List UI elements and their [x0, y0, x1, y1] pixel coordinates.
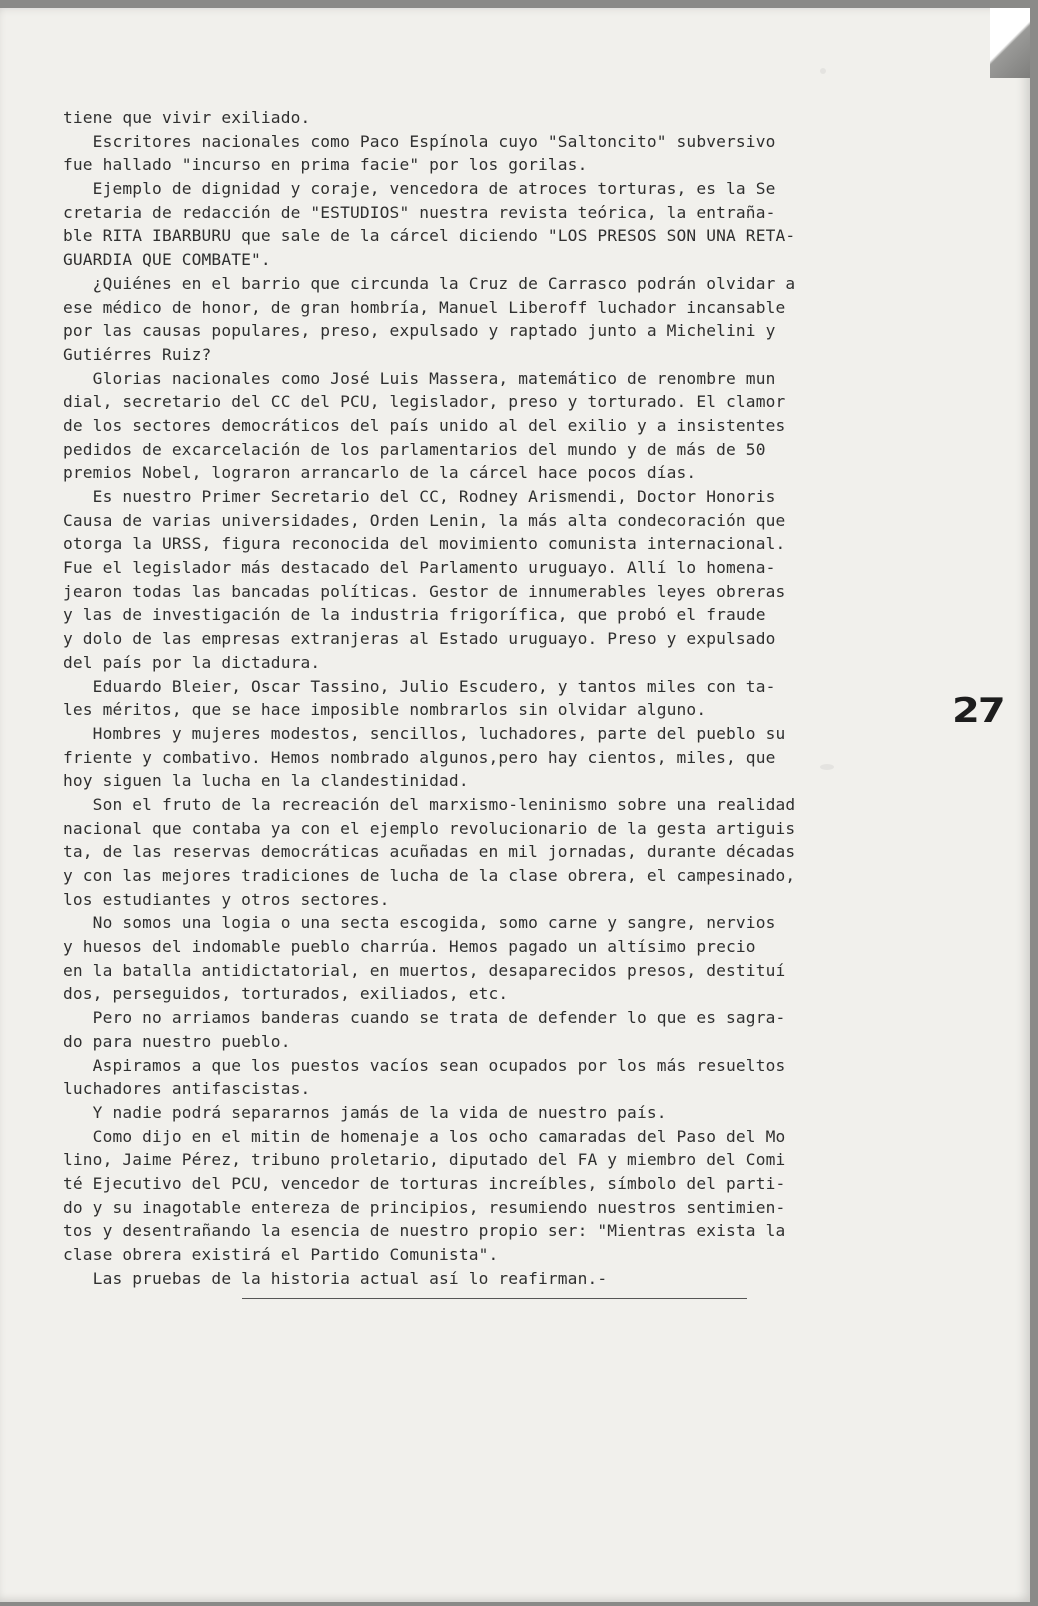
text-line: dos, perseguidos, torturados, exiliados, etc.: [63, 984, 509, 1004]
text-line: de los sectores democráticos del país unido al del exilio y a insistentes: [63, 415, 786, 435]
text-line: por las causas populares, preso, expulsado y raptado junto a Michelini y: [63, 321, 776, 341]
text-line: los estudiantes y otros sectores.: [63, 889, 390, 909]
text-line: ¿Quiénes en el barrio que circunda la Cruz de Carrasco podrán olvidar a: [63, 273, 796, 293]
document-page: [0, 8, 1030, 1602]
text-line: pedidos de excarcelación de los parlamentarios del mundo y de más de 50: [63, 439, 766, 459]
text-line: té Ejecutivo del PCU, vencedor de torturas increíbles, símbolo del parti-: [63, 1173, 786, 1193]
text-line: Escritores nacionales como Paco Espínola cuyo "Saltoncito" subversivo: [63, 131, 776, 151]
text-line: dial, secretario del CC del PCU, legislador, preso y torturado. El clamor: [63, 392, 786, 412]
text-line: y dolo de las empresas extranjeras al Estado uruguayo. Preso y expulsado: [63, 629, 776, 649]
text-line: luchadores antifascistas.: [63, 1079, 311, 1099]
text-line: Aspiramos a que los puestos vacíos sean ocupados por los más resueltos: [63, 1055, 786, 1075]
text-line: Es nuestro Primer Secretario del CC, Rodney Arismendi, Doctor Honoris: [63, 487, 776, 506]
text-line: les méritos, que se hace imposible nombrarlos sin olvidar alguno.: [63, 700, 707, 720]
end-rule: [242, 1298, 747, 1299]
paper-smudge: [820, 68, 826, 74]
text-line: do para nuestro pueblo.: [63, 1031, 291, 1051]
text-line: ta, de las reservas democráticas acuñadas en mil jornadas, durante décadas: [63, 842, 796, 862]
text-line: y las de investigación de la industria frigorífica, que probó el fraude: [63, 605, 766, 625]
text-line: y huesos del indomable pueblo charrúa. Hemos pagado un altísimo precio: [63, 937, 756, 957]
text-line: GUARDIA QUE COMBATE".: [63, 250, 271, 270]
text-line: Eduardo Bleier, Oscar Tassino, Julio Escudero, y tantos miles con ta-: [63, 676, 776, 696]
text-line: Gutiérres Ruiz?: [63, 344, 212, 364]
text-line: Pero no arriamos banderas cuando se trata de defender lo que es sagra-: [63, 1008, 786, 1028]
text-line: Como dijo en el mitin de homenaje a los ocho camaradas del Paso del Mo: [63, 1126, 786, 1146]
text-line: do y su inagotable entereza de principios, resumiendo nuestros sentimien-: [63, 1197, 786, 1217]
text-line: ese médico de honor, de gran hombría, Manuel Liberoff luchador incansable: [63, 297, 786, 317]
text-line: clase obrera existirá el Partido Comunista".: [63, 1245, 499, 1264]
text-line: Son el fruto de la recreación del marxismo-leninismo sobre una realidad: [63, 794, 796, 814]
text-line: hoy siguen la lucha en la clandestinidad.: [63, 771, 469, 791]
text-line: lino, Jaime Pérez, tribuno proletario, diputado del FA y miembro del Comi: [63, 1150, 786, 1170]
text-line: friente y combativo. Hemos nombrado algunos,pero hay cientos, miles, que: [63, 747, 776, 767]
text-line: Y nadie podrá separarnos jamás de la vida de nuestro país.: [63, 1102, 667, 1122]
text-line: tiene que vivir exiliado.: [63, 108, 311, 127]
text-line: otorga la URSS, figura reconocida del movimiento comunista internacional.: [63, 534, 786, 554]
text-line: Glorias nacionales como José Luis Massera, matemático de renombre mun: [63, 368, 776, 388]
text-line: en la batalla antidictatorial, en muertos, desaparecidos presos, destituí: [63, 960, 786, 980]
text-line: Hombres y mujeres modestos, sencillos, luchadores, parte del pueblo su: [63, 723, 786, 743]
page-body: [63, 106, 943, 1290]
text-line: jearon todas las bancadas políticas. Gestor de innumerables leyes obreras: [63, 581, 786, 601]
text-line: No somos una logia o una secta escogida, somo carne y sangre, nervios: [63, 913, 776, 933]
text-line: cretaria de redacción de "ESTUDIOS" nuestra revista teórica, la entraña-: [63, 202, 776, 222]
text-line: Fue el legislador más destacado del Parlamento uruguayo. Allí lo homena-: [63, 558, 776, 578]
text-line: fue hallado "incurso en prima facie" por los gorilas.: [63, 155, 588, 175]
text-line: ble RITA IBARBURU que sale de la cárcel diciendo "LOS PRESOS SON UNA RETA-: [63, 226, 796, 246]
text-line: premios Nobel, lograron arrancarlo de la cárcel hace pocos días.: [63, 463, 697, 483]
text-line: del país por la dictadura.: [63, 652, 321, 672]
text-line: Causa de varias universidades, Orden Lenin, la más alta condecoración que: [63, 510, 786, 530]
text-line: nacional que contaba ya con el ejemplo revolucionario de la gesta artiguis: [63, 818, 796, 838]
text-line: y con las mejores tradiciones de lucha de la clase obrera, el campesinado,: [63, 866, 796, 885]
text-line: Las pruebas de la historia actual así lo reafirman.-: [63, 1268, 608, 1288]
folded-corner: [990, 8, 1030, 78]
text-line: tos y desentrañando la esencia de nuestro propio ser: "Mientras exista la: [63, 1221, 786, 1241]
text-line: Ejemplo de dignidad y coraje, vencedora de atroces torturas, es la Se: [63, 179, 776, 199]
page-number: 27: [952, 691, 1004, 731]
